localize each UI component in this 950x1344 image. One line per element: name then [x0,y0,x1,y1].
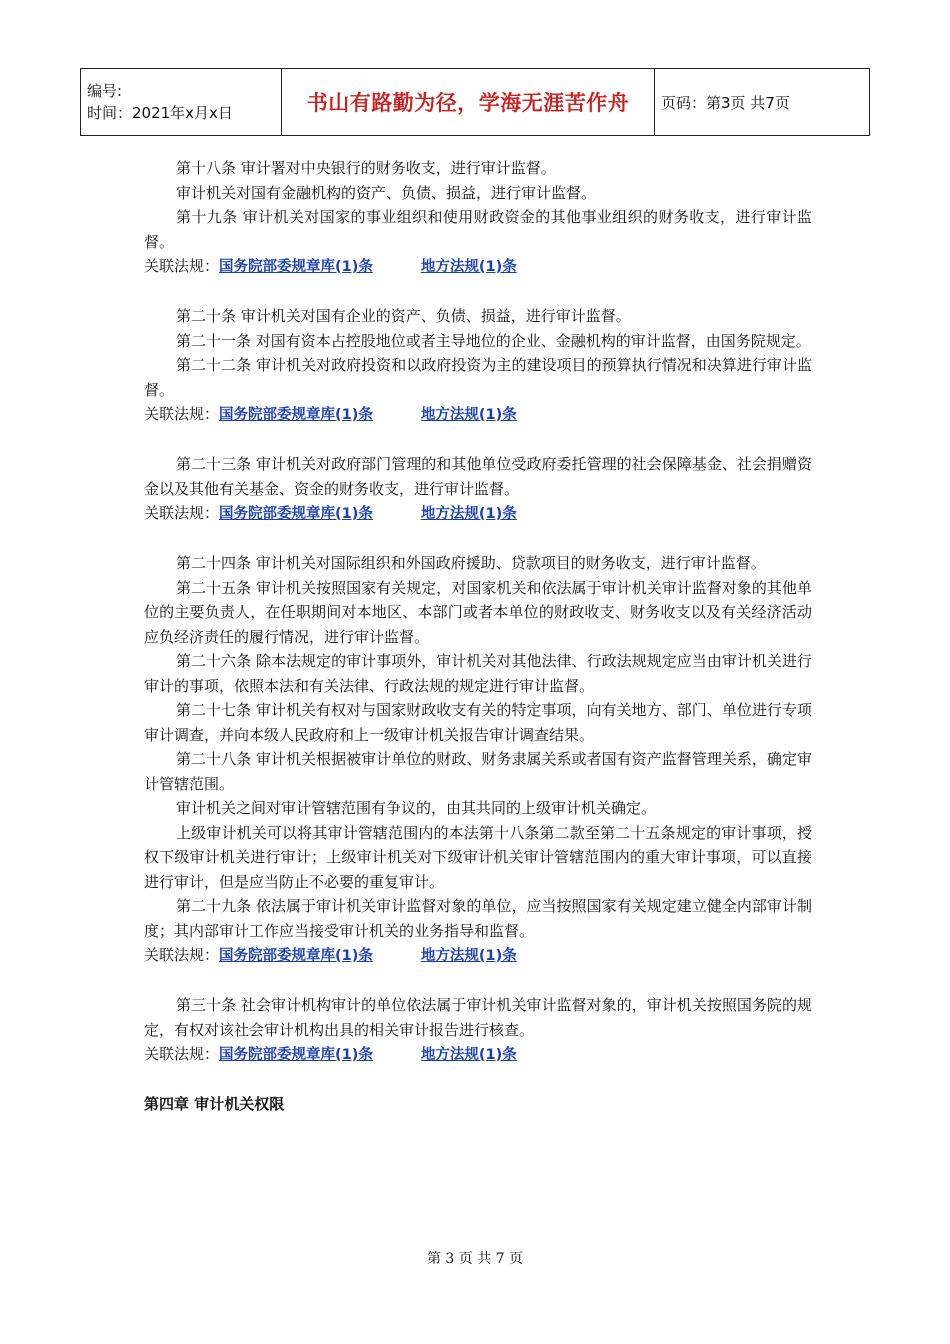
article-28: 第二十八条 审计机关根据被审计单位的财政、财务隶属关系或者国有资产监督管理关系，确定审计管辖范围。 [144,750,812,793]
article-18-para-2: 审计机关对国有金融机构的资产、负债、损益，进行审计监督。 [176,183,597,202]
related-label: 关联法规： [144,1045,220,1063]
link-state-council-regulations[interactable]: 国务院部委规章库(1)条 [219,259,373,275]
related-label: 关联法规： [144,504,220,522]
related-regulations [144,254,812,280]
link-local-regulations[interactable]: 地方法规(1)条 [420,506,517,522]
article-30: 第三十条 社会审计机构审计的单位依法属于审计机关审计监督对象的，审计机关按照国务院的规定，有权对该社会审计机构出具的相关审计报告进行核查。 [144,996,812,1039]
article-23: 第二十三条 审计机关对政府部门管理的和其他单位受政府委托管理的社会保障基金、社会捐赠资金以及其他有关基金、资金的财务收支，进行审计监督。 [144,455,812,498]
link-state-council-regulations[interactable]: 国务院部委规章库(1)条 [219,948,373,964]
related-regulations [144,943,812,969]
article-20: 第二十条 审计机关对国有企业的资产、负债、损益，进行审计监督。 [176,307,631,325]
related-label: 关联法规： [144,405,220,423]
page-header [80,68,870,136]
page-footer: 第 3 页 共 7 页 [426,1251,524,1267]
article-19: 第十九条 审计机关对国家的事业组织和使用财政资金的其他事业组织的财务收支，进行审计监督。 [144,208,812,251]
link-state-council-regulations[interactable]: 国务院部委规章库(1)条 [219,506,373,522]
article-27: 第二十七条 审计机关有权对与国家财政收支有关的特定事项，向有关地方、部门、单位进行专项审计调查，并向本级人民政府和上一级审计机关报告审计调查结果。 [144,701,812,744]
article-22: 第二十二条 审计机关对政府投资和以政府投资为主的建设项目的预算执行情况和决算进行审计监督。 [144,356,812,399]
document-body [144,156,812,1117]
link-local-regulations[interactable]: 地方法规(1)条 [420,259,517,275]
article-24: 第二十四条 审计机关对国际组织和外国政府援助、贷款项目的财务收支，进行审计监督。 [176,554,766,572]
link-local-regulations[interactable]: 地方法规(1)条 [420,948,517,964]
related-label: 关联法规： [144,946,220,964]
article-25: 第二十五条 审计机关按照国家有关规定，对国家机关和依法属于审计机关审计监督对象的其他单位的主要负责人，在任职期间对本地区、本部门或者本单位的财政收支、财务收支以及有关经济活动应负经济责任的履行情况，进行审计监督。 [144,578,812,646]
article-26: 第二十六条 除本法规定的审计事项外，审计机关对其他法律、行政法规规定应当由审计机关进行审计的事项，依照本法和有关法律、行政法规的规定进行审计监督。 [144,652,812,695]
link-local-regulations[interactable]: 地方法规(1)条 [420,407,517,423]
article-18: 第十八条 审计署对中央银行的财务收支，进行审计监督。 [176,159,556,177]
header-meta [81,69,282,136]
doc-number-label: 编号: [87,82,123,100]
article-28-para-2: 审计机关之间对审计管辖范围有争议的，由其共同的上级审计机关确定。 [176,799,657,817]
link-state-council-regulations[interactable]: 国务院部委规章库(1)条 [219,407,373,423]
related-regulations [144,402,812,428]
article-29: 第二十九条 依法属于审计机关审计监督对象的单位，应当按照国家有关规定建立健全内部审计制度；其内部审计工作应当接受审计机关的业务指导和监督。 [144,897,812,940]
related-regulations [144,1042,812,1068]
header-page-info: 页码：第3页 共7页 [655,69,870,136]
related-regulations [144,501,812,527]
link-local-regulations[interactable]: 地方法规(1)条 [420,1047,517,1063]
article-28-para-3: 上级审计机关可以将其审计管辖范围内的本法第十八条第二款至第二十五条规定的审计事项，授权下级审计机关进行审计；上级审计机关对下级审计机关审计管辖范围内的重大审计事项，可以直接进行审计，但是应当防止不必要的重复审计。 [144,823,812,891]
doc-date: 时间：2021年x月x日 [87,104,233,122]
link-state-council-regulations[interactable]: 国务院部委规章库(1)条 [219,1047,373,1063]
related-label: 关联法规： [144,257,220,275]
header-motto: 书山有路勤为径，学海无涯苦作舟 [282,69,655,136]
chapter-title: 第四章 审计机关权限 [144,1095,285,1113]
article-21: 第二十一条 对国有资本占控股地位或者主导地位的企业、金融机构的审计监督，由国务院规定。 [176,331,811,350]
